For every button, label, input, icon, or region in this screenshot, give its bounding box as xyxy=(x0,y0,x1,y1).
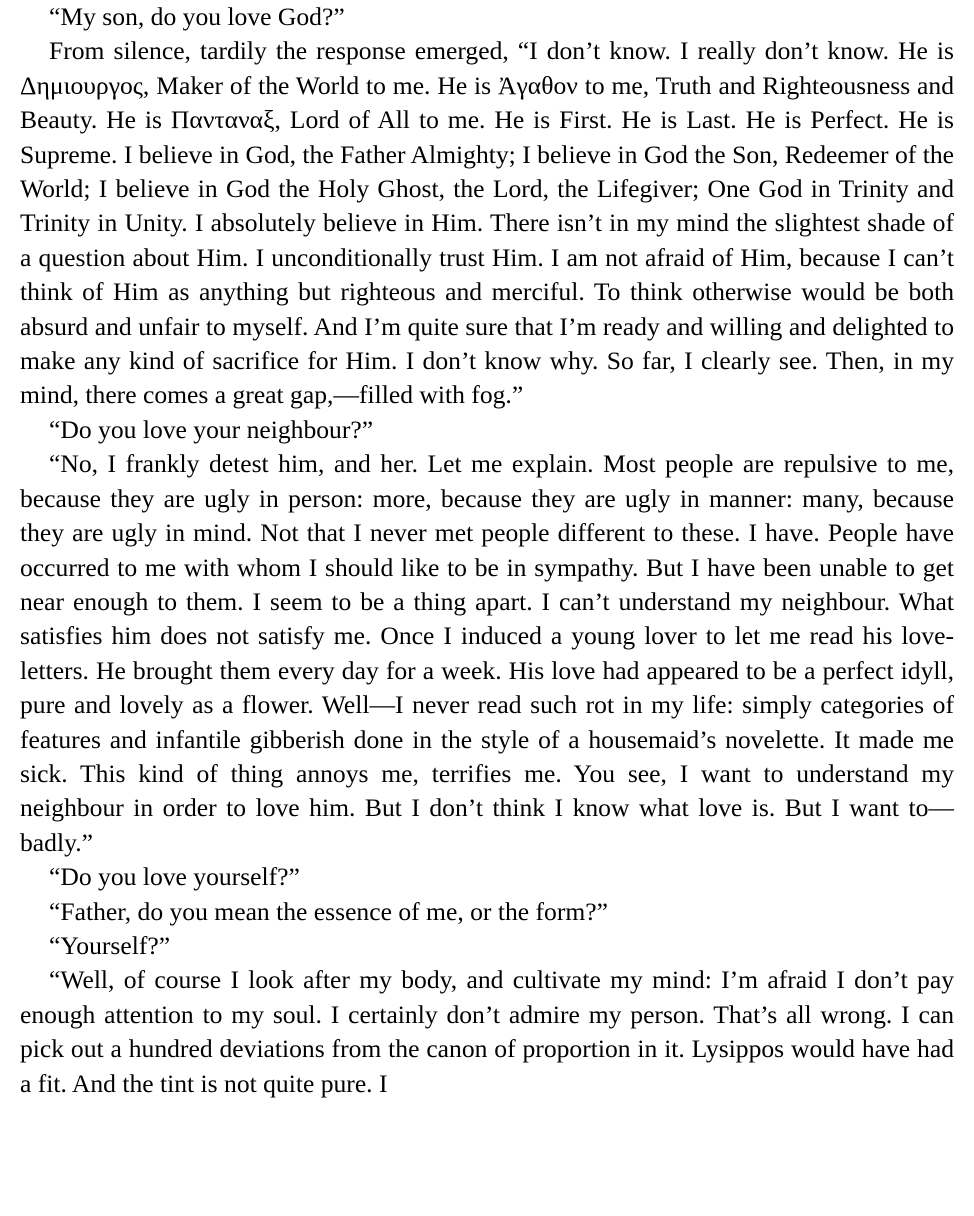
paragraph-question-yourself: “Do you love yourself?” xyxy=(49,862,300,892)
paragraph-clarification: “Father, do you mean the essence of me, or the form?” xyxy=(49,896,608,926)
paragraph-question-love-god: “My son, do you love God?” xyxy=(49,2,345,31)
paragraph-response-god: From silence, tardily the response emerged, “I don’t know. I really don’t know. He is Δημιουργος, Maker of the World to me. He is Ἀγαθον to me, Truth and Righteousness and Beauty. He is Πανταναξ, Lord of All to me. He is First. He is Last. He is Perfect. He is Supreme. I believe in God, the Father Almighty; I believe in God the Son, Redeemer of the World; I believe in God the Holy Ghost, the Lord, the Lifegiver; One God in Trinity and Trinity in Unity. I absolutely believe in Him. There isn’t in my mind the slightest shade of a question about Him. I unconditionally trust Him. I am not afraid of Him, because I can’t think of Him as anything but righteous and merciful. To think otherwise would be both absurd and unfair to myself. And I’m quite sure that I’m ready and willing and delighted to make any kind of sacrifice for Him. I don’t know why. So far, I clearly see. Then, in my mind, there comes a great gap,—filled with fog.” xyxy=(20,36,954,410)
paragraph-response-neighbour: “No, I frankly detest him, and her. Let me explain. Most people are repulsive to me, because they are ugly in person: more, because they are ugly in manner: many, because they are ugly in mind. Not that I never met people different to these. I have. People have occurred to me with whom I should like to be in sympathy. But I have been unable to get near enough to them. I seem to be a thing apart. I can’t understand my neighbour. What satisfies him does not satisfy me. Once I induced a young lover to let me read his love-letters. He brought them every day for a week. His love had appeared to be a perfect idyll, pure and lovely as a flower. Well—I never read such rot in my life: simply categories of features and infantile gibberish done in the style of a housemaid’s novelette. It made me sick. This kind of thing annoys me, terrifies me. You see, I want to understand my neighbour in order to love him. But I don’t think I know what love is. But I want to—badly.” xyxy=(20,449,954,857)
paragraph-question-yourself-repeat: “Yourself?” xyxy=(49,930,171,960)
paragraph-question-neighbour: “Do you love your neighbour?” xyxy=(49,414,374,444)
paragraph-response-yourself: “Well, of course I look after my body, and cultivate my mind: I’m afraid I don’t pay enough attention to my soul. I certainly don’t admire my person. That’s all wrong. I can pick out a hundred deviations from the canon of proportion in it. Lysippos would have had a fit. And the tint is not quite pure. I xyxy=(20,965,954,1098)
